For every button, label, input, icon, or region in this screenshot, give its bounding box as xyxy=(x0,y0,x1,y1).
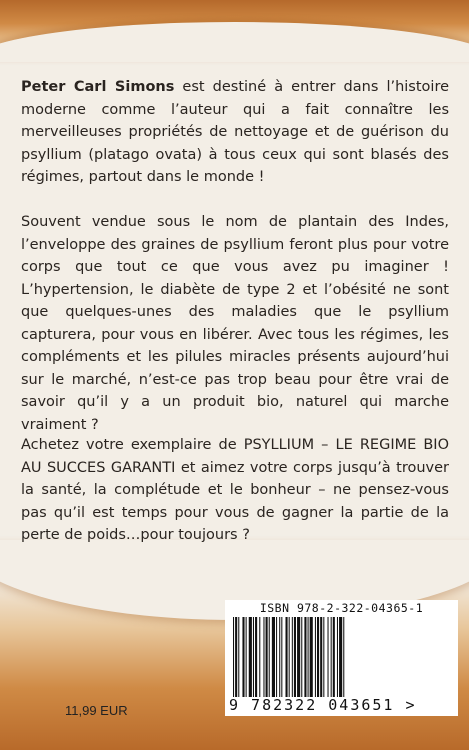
barcode-bar xyxy=(272,617,275,697)
paragraph-author-intro xyxy=(21,76,449,189)
barcode-bar xyxy=(294,617,296,697)
barcode-bar xyxy=(233,617,234,697)
barcode-bar xyxy=(249,617,252,697)
barcode-bar xyxy=(343,617,344,697)
barcode-bar xyxy=(317,617,319,697)
barcode-bar xyxy=(301,617,302,697)
barcode-bar xyxy=(333,617,335,697)
barcode-bar xyxy=(315,617,316,697)
barcode-bar xyxy=(242,617,244,697)
barcode-bar xyxy=(253,617,254,697)
barcode-bar xyxy=(292,617,293,697)
paragraph-author-intro-text: est destiné à entrer dans l’histoire moderne comme l’auteur qui a fait connaître les merveilleuses propriétés de nettoyage et de guérison du psyllium (platago ovata) à tous ceux qui sont blasés des régimes, partout dans le monde ! xyxy=(21,79,450,185)
barcode-bar xyxy=(289,617,290,697)
barcode-bar xyxy=(328,617,329,697)
barcode-bar xyxy=(337,617,338,697)
author-name: Peter Carl Simons xyxy=(21,79,175,95)
barcode-bar xyxy=(310,617,313,697)
barcode-bar xyxy=(266,617,268,697)
barcode-bar xyxy=(323,617,324,697)
isbn-label: ISBN 978-2-322-04365-1 xyxy=(259,601,424,615)
isbn-digits: 9 782322 043651 > xyxy=(229,696,417,714)
barcode-bar xyxy=(263,617,264,697)
barcode-bars xyxy=(233,617,450,697)
barcode-bar xyxy=(276,617,277,697)
barcode-bar xyxy=(238,617,239,697)
barcode-bar xyxy=(339,617,342,697)
barcode-bar xyxy=(281,617,282,697)
price-label: 11,99 EUR xyxy=(65,703,128,718)
barcode-bar xyxy=(259,617,260,697)
barcode-bar xyxy=(269,617,270,697)
barcode-bar xyxy=(286,617,288,697)
paragraph-product-description: Souvent vendue sous le nom de plantain des Indes, l’enveloppe des graines de psyllium feront plus pour votre corps que tout ce que vous avez pu imaginer ! L’hypertension, le diabète de type 2 et l’obésité ne sont que quelques-unes des maladies que le psyllium capturera, pour vous en libérer. Avec tous les régimes, les compléments et les pilules miracles présents aujourd’hui sur le marché, n’est-ce pas trop beau pour être vrai de savoir qu’il y a un produit bio, naturel qui marche vraiment ? xyxy=(21,214,449,433)
barcode-bar xyxy=(235,617,237,697)
barcode-bar xyxy=(297,617,300,697)
barcode-bar xyxy=(331,617,332,697)
paragraph-call-to-action: Achetez votre exemplaire de PSYLLIUM – LE REGIME BIO AU SUCCES GARANTI et aimez votre corps jusqu’à trouver la santé, la complétude et le bonheur – ne pensez-vous pas qu’il est temps pour vous de gagner la partie de la perte de poids…pour toujours ? xyxy=(21,437,449,543)
barcode-bar xyxy=(320,617,322,697)
barcode-bar xyxy=(246,617,247,697)
barcode-bar xyxy=(255,617,257,697)
isbn-barcode xyxy=(225,600,458,716)
barcode-bar xyxy=(279,617,280,697)
barcode-bar xyxy=(304,617,306,697)
barcode-bar xyxy=(308,617,309,697)
